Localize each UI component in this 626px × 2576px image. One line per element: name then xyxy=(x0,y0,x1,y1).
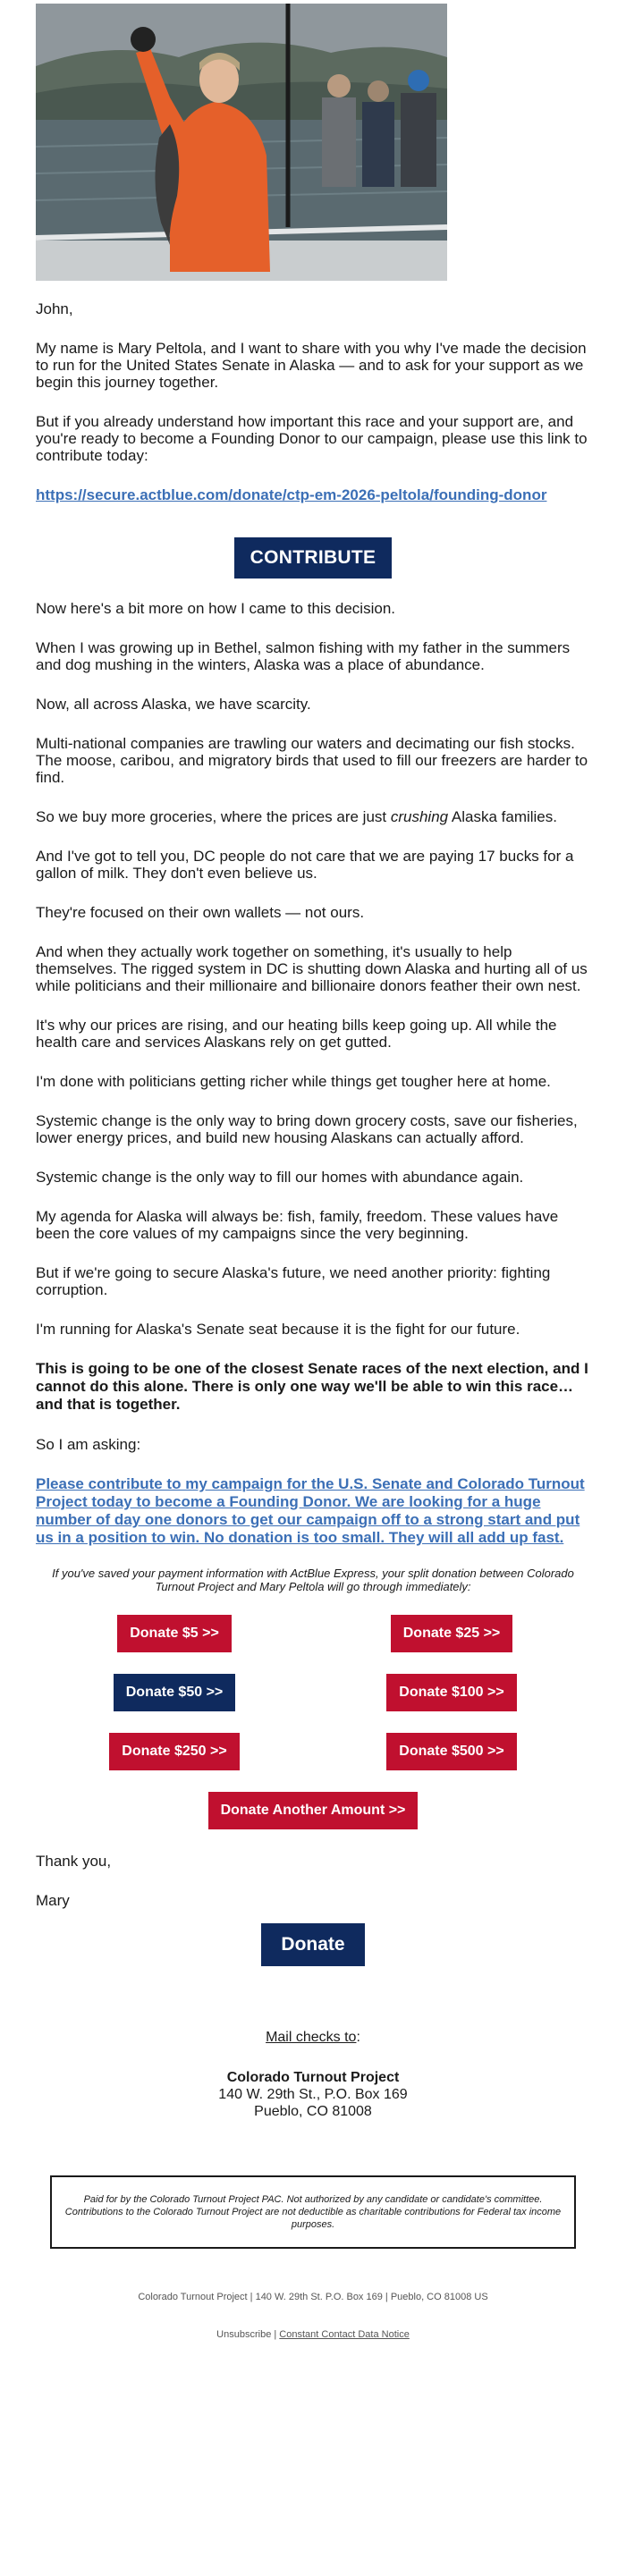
footer-address: Colorado Turnout Project | 140 W. 29th St. P.O. Box 169 | Pueblo, CO 81008 US xyxy=(138,2292,488,2302)
donate-button-grid xyxy=(36,1615,590,1792)
paragraph: My agenda for Alaska will always be: fish, family, freedom. These values have been the core values of my campaigns since the very beginning. xyxy=(36,1208,559,1242)
paragraph: And when they actually work together on something, it's usually to help themselves. The rigged system in DC is shutting down Alaska and hurting all of us while politicians and their millionaire and billionaire donors feather their own nest. xyxy=(36,943,588,994)
mail-checks-colon: : xyxy=(356,2030,360,2045)
paragraph: I'm done with politicians getting richer while things get tougher here at home. xyxy=(36,1073,551,1090)
paragraph: Systemic change is the only way to fill our homes with abundance again. xyxy=(36,1169,524,1186)
paragraph: It's why our prices are rising, and our heating bills keep going up. All while the health care and services Alaskans rely on get gutted. xyxy=(36,1017,557,1051)
asking-paragraph: So I am asking: xyxy=(36,1436,141,1453)
donate-500-button[interactable]: Donate $500 >> xyxy=(386,1733,516,1770)
paragraph: Multi-national companies are trawling our waters and decimating our fish stocks. The moose, caribou, and migratory birds that used to fill our freezers are harder to find. xyxy=(36,735,588,786)
paragraph: And I've got to tell you, DC people do not care that we are paying 17 bucks for a gallon of milk. They don't even believe us. xyxy=(36,848,574,882)
footer-separator: | xyxy=(271,2329,280,2340)
email-body xyxy=(36,4,590,2376)
mail-city: Pueblo, CO 81008 xyxy=(254,2104,372,2119)
mail-street: 140 W. 29th St., P.O. Box 169 xyxy=(218,2087,408,2102)
intro-paragraph: My name is Mary Peltola, and I want to share with you why I've made the decision to run for the United States Senate in Alaska — and to ask for your support as we begin this journey together. xyxy=(36,340,587,391)
disclaimer-box: Paid for by the Colorado Turnout Project PAC. Not authorized by any candidate or candidate's committee. Contributions to the Colorado Turnout Project are not deductible as charitable contributions for Federal tax income purposes. xyxy=(50,2175,576,2249)
donate-100-button[interactable]: Donate $100 >> xyxy=(386,1674,516,1711)
founding-donor-paragraph: But if you already understand how important this race and your support are, and you're ready to become a Founding Donor to our campaign, please use this link to contribute today: xyxy=(36,413,588,464)
groceries-text-end: Alaska families. xyxy=(448,808,557,825)
groceries-paragraph xyxy=(36,808,590,825)
footer xyxy=(36,2292,590,2340)
groceries-emphasis: crushing xyxy=(390,808,449,825)
thank-you: Thank you, xyxy=(36,1853,112,1870)
donate-50-button[interactable]: Donate $50 >> xyxy=(114,1674,236,1711)
paragraph: They're focused on their own wallets — not ours. xyxy=(36,904,365,921)
signature: Mary xyxy=(36,1892,70,1909)
donate-250-button[interactable]: Donate $250 >> xyxy=(109,1733,239,1770)
paragraph: I'm running for Alaska's Senate seat because it is the fight for our future. xyxy=(36,1321,520,1338)
greeting: John, xyxy=(36,300,73,317)
donate-other-amount-button[interactable]: Donate Another Amount >> xyxy=(208,1792,419,1829)
paragraph: Now, all across Alaska, we have scarcity. xyxy=(36,696,311,713)
paragraph: Systemic change is the only way to bring down grocery costs, save our fisheries, lower energy prices, and build new housing Alaskans can actually afford. xyxy=(36,1112,578,1146)
donate-5-button[interactable]: Donate $5 >> xyxy=(117,1615,232,1652)
donate-button[interactable]: Donate xyxy=(261,1923,364,1966)
groceries-text-start: So we buy more groceries, where the prices are just xyxy=(36,808,391,825)
mail-org-name: Colorado Turnout Project xyxy=(226,2070,400,2085)
contribute-button[interactable]: CONTRIBUTE xyxy=(234,537,393,579)
donate-25-button[interactable]: Donate $25 >> xyxy=(391,1615,513,1652)
actblue-express-note: If you've saved your payment information with ActBlue Express, your split donation between Colorado Turnout Project and Mary Peltola will go through immediately: xyxy=(52,1567,574,1593)
mail-checks-block xyxy=(36,2029,590,2120)
paragraph: When I was growing up in Bethel, salmon fishing with my father in the summers and dog mushing in the winters, Alaska was a place of abundance. xyxy=(36,639,571,673)
constant-contact-notice-link[interactable]: Constant Contact Data Notice xyxy=(279,2329,410,2340)
hero-photo xyxy=(36,4,447,281)
mail-checks-heading: Mail checks to xyxy=(266,2030,357,2045)
hero-photo-art xyxy=(36,4,447,281)
actblue-donate-link[interactable]: https://secure.actblue.com/donate/ctp-em-2026-peltola/founding-donor xyxy=(36,486,547,503)
founding-donor-ask-link[interactable]: Please contribute to my campaign for the U.S. Senate and Colorado Turnout Project today to become a Founding Donor. We are looking for a huge number of day one donors to get our campaign off to a strong start and put us in a position to win. No donation is too small. They will all add up fast. xyxy=(36,1475,585,1546)
paragraph: Now here's a bit more on how I came to this decision. xyxy=(36,600,395,617)
paragraph: But if we're going to secure Alaska's future, we need another priority: fighting corruption. xyxy=(36,1264,551,1298)
bold-appeal-paragraph: This is going to be one of the closest Senate races of the next election, and I cannot do this alone. There is only one way we'll be able to win this race… and that is together. xyxy=(36,1360,588,1413)
unsubscribe-link[interactable]: Unsubscribe xyxy=(216,2329,272,2340)
